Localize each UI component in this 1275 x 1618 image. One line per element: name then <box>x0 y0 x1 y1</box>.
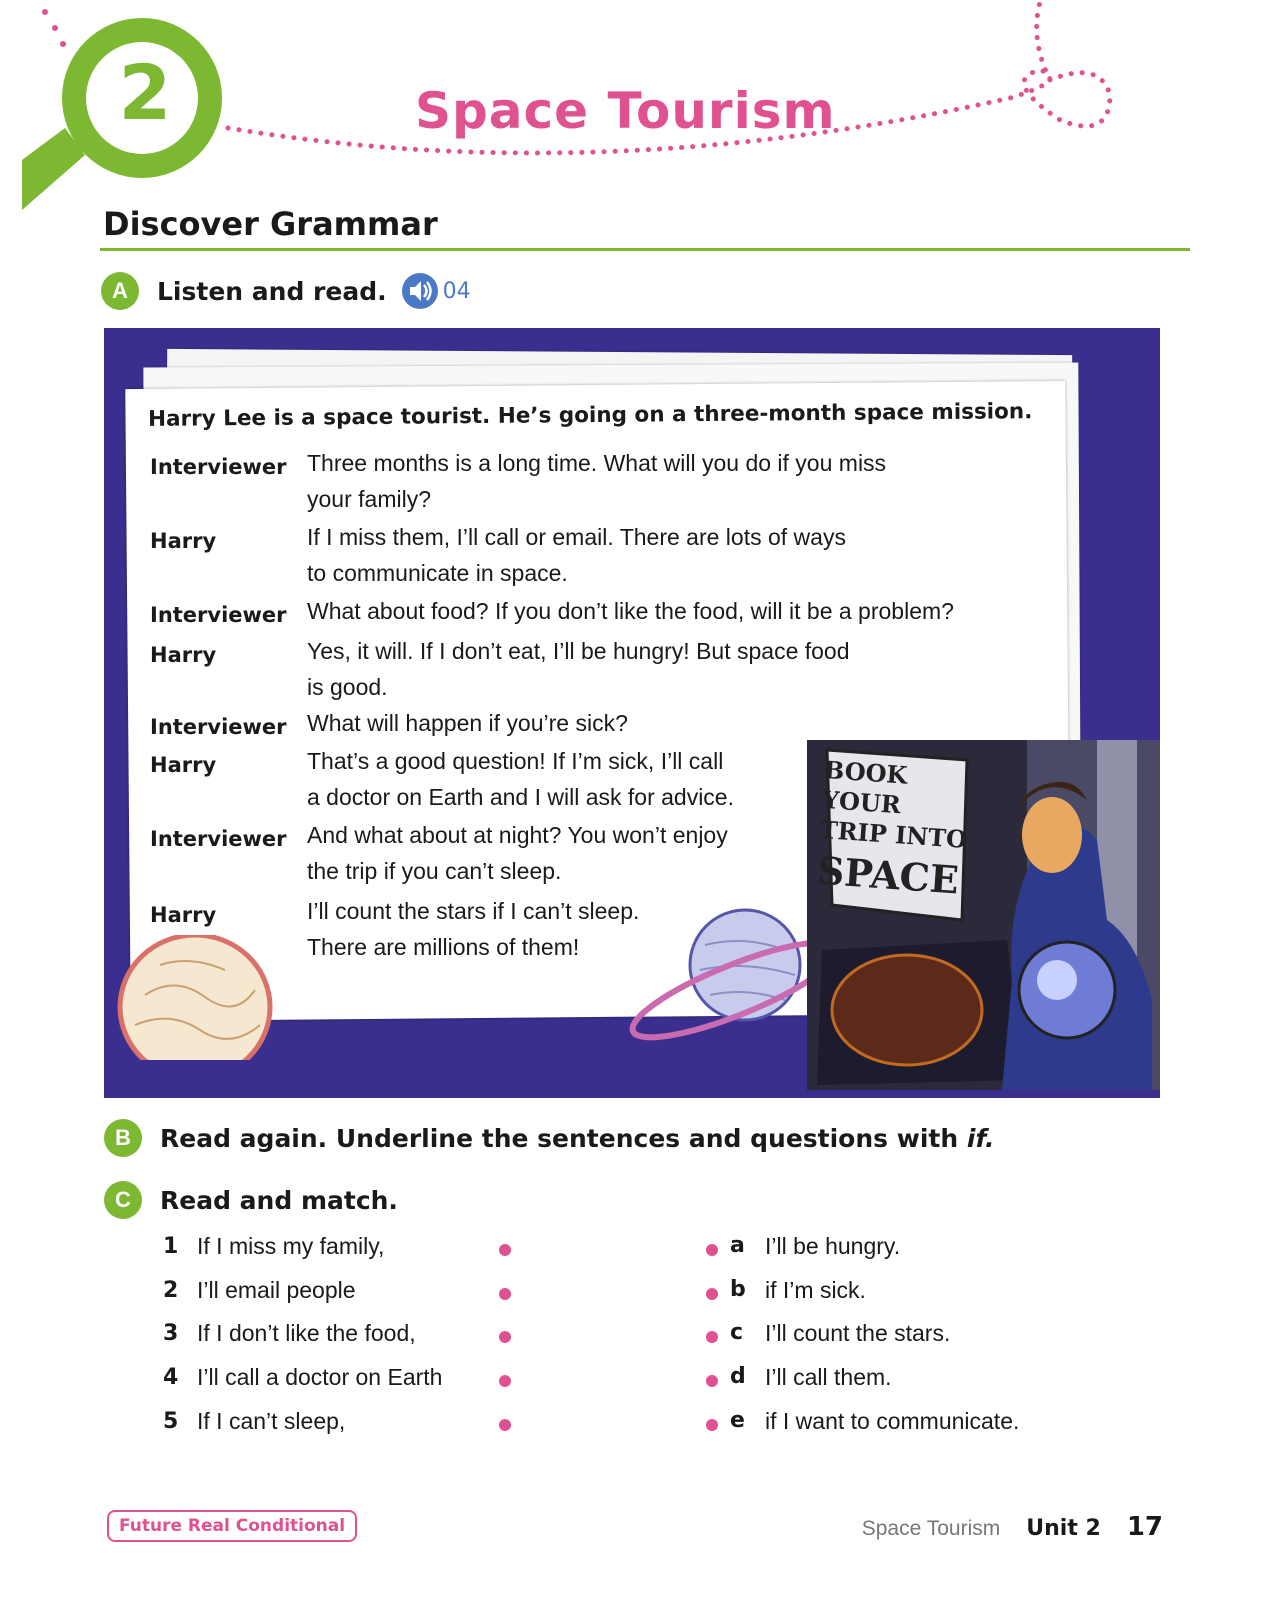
match-item-number: 2 <box>163 1278 179 1303</box>
speech-line: What will happen if you’re sick? <box>307 710 628 736</box>
match-dot-right[interactable] <box>706 1419 718 1431</box>
activity-b-text-emphasis: if. <box>966 1123 995 1153</box>
match-dot-right[interactable] <box>706 1331 718 1343</box>
activity-c-text: Read and match. <box>160 1185 398 1215</box>
speaker-label: Harry <box>150 643 217 667</box>
audio-speaker-icon[interactable] <box>401 272 439 310</box>
match-dot-left[interactable] <box>499 1375 511 1387</box>
page-footer <box>862 1512 1163 1542</box>
match-dot-right[interactable] <box>706 1375 718 1387</box>
footer-unit-name: Space Tourism <box>861 1517 1001 1540</box>
match-item-right: I’ll be hungry. <box>765 1233 901 1259</box>
speech-line: What about food? If you don’t like the food, will it be a problem? <box>307 598 954 624</box>
match-item-left: If I miss my family, <box>197 1233 385 1259</box>
speech-line: I’ll count the stars if I can’t sleep. <box>307 898 640 924</box>
speech-line: And what about at night? You won’t enjoy <box>307 822 728 848</box>
speech-line: the trip if you can’t sleep. <box>307 858 562 884</box>
poster-line-3: SPACE <box>815 847 961 903</box>
reading-intro: Harry Lee is a space tourist. He’s going on a three-month space mission. <box>147 399 1033 432</box>
activity-b-instruction <box>104 1119 994 1157</box>
match-dot-left[interactable] <box>499 1244 511 1256</box>
activity-letter-b: B <box>104 1119 142 1157</box>
match-dot-right[interactable] <box>706 1244 718 1256</box>
activity-letter-a: A <box>101 272 139 310</box>
match-item-number: 1 <box>163 1234 179 1259</box>
poster-text <box>815 755 975 907</box>
audio-track-number: 04 <box>442 278 471 304</box>
speaker-label: Harry <box>150 529 217 553</box>
speaker-label: Interviewer <box>150 827 287 851</box>
poster-line-1: BOOK YOUR <box>821 754 909 820</box>
unit-number: 2 <box>118 48 172 137</box>
match-dot-right[interactable] <box>706 1288 718 1300</box>
match-item-number: 5 <box>163 1409 179 1434</box>
match-dot-left[interactable] <box>499 1331 511 1343</box>
speaker-label: Harry <box>150 753 217 777</box>
grammar-topic-tag: Future Real Conditional <box>107 1510 357 1542</box>
page-number: 17 <box>1126 1512 1163 1542</box>
speech-line: to communicate in space. <box>307 560 568 586</box>
speaker-label: Harry <box>150 903 217 927</box>
speech-line: is good. <box>307 674 388 700</box>
section-title: Discover Grammar <box>103 205 438 243</box>
match-item-number: 4 <box>163 1365 179 1390</box>
planet-illustration <box>115 935 275 1060</box>
speech-line: your family? <box>307 486 431 512</box>
match-item-left: I’ll email people <box>197 1277 356 1303</box>
match-item-right: if I want to communicate. <box>765 1408 1020 1434</box>
activity-b-text <box>160 1124 994 1153</box>
speaker-label: Interviewer <box>150 603 287 627</box>
speaker-label: Interviewer <box>150 455 287 479</box>
activity-letter-c: C <box>104 1181 142 1219</box>
match-item-letter: c <box>730 1320 744 1345</box>
speaker-label: Interviewer <box>150 715 287 739</box>
match-item-left: If I can’t sleep, <box>197 1408 346 1434</box>
match-dot-left[interactable] <box>499 1288 511 1300</box>
poster-line-2: TRIP INTO <box>818 814 968 855</box>
speech-line: There are millions of them! <box>307 934 580 960</box>
match-item-number: 3 <box>163 1321 179 1346</box>
activity-a-text: Listen and read. <box>157 276 387 306</box>
speech-line: a doctor on Earth and I will ask for advice. <box>307 784 734 810</box>
match-item-right: I’ll call them. <box>765 1364 892 1390</box>
activity-b-text-main: Read again. Underline the sentences and questions with <box>160 1123 959 1153</box>
speech-line: That’s a good question! If I’m sick, I’ll call <box>307 748 724 774</box>
match-item-right: if I’m sick. <box>765 1277 866 1303</box>
activity-c-instruction <box>104 1181 398 1219</box>
speech-line: Three months is a long time. What will you do if you miss <box>307 450 887 476</box>
match-dot-left[interactable] <box>499 1419 511 1431</box>
section-divider <box>100 248 1190 251</box>
speech-line: Yes, it will. If I don’t eat, I’ll be hungry! But space food <box>307 638 850 664</box>
match-item-letter: b <box>730 1277 746 1302</box>
speech-line: If I miss them, I’ll call or email. There are lots of ways <box>307 524 846 550</box>
match-item-left: I’ll call a doctor on Earth <box>197 1364 443 1390</box>
match-item-letter: a <box>730 1233 745 1258</box>
match-item-right: I’ll count the stars. <box>765 1320 951 1346</box>
match-item-letter: e <box>730 1408 745 1433</box>
page-title: Space Tourism <box>415 82 836 140</box>
match-item-left: If I don’t like the food, <box>197 1320 416 1346</box>
footer-unit-label: Unit 2 <box>1026 1516 1101 1541</box>
activity-a-instruction <box>101 272 471 310</box>
match-item-letter: d <box>730 1364 746 1389</box>
